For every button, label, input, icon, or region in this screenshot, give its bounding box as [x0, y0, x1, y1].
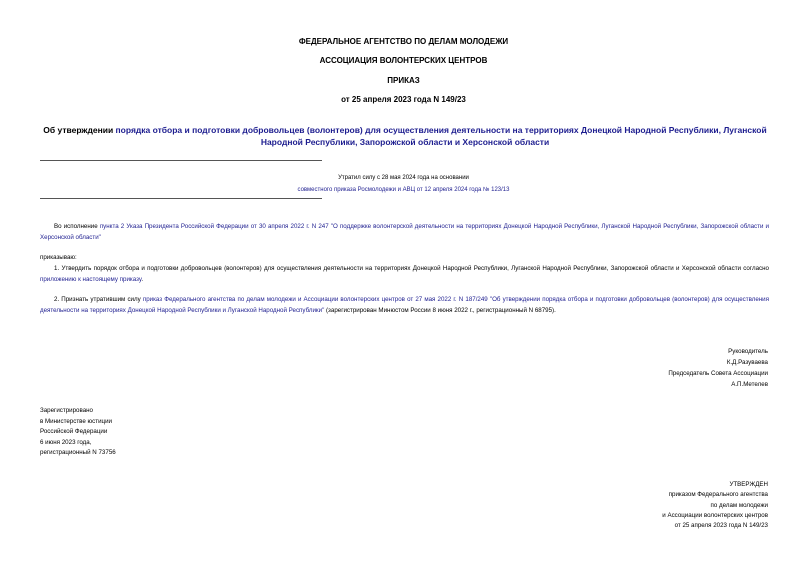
registration-line: в Министерстве юстиции — [40, 417, 113, 425]
registration-line: Российской Федерации — [40, 428, 108, 436]
item-2-prefix: 2. Признать утратившим силу — [54, 296, 143, 303]
agency-heading: ФЕДЕРАЛЬНОЕ АГЕНТСТВО ПО ДЕЛАМ МОЛОДЕЖИ — [298, 37, 509, 46]
signature-line: Председатель Совета Ассоциации — [668, 370, 768, 377]
title-link[interactable]: порядка отбора и подготовки добровольцев (волонтеров) для осуществления деятельности на территориях Донецкой Народной Республики, Луганской Народной Республики, Запорожской области и Херсонской области — [115, 125, 767, 147]
order-word: приказываю: — [40, 254, 77, 261]
intro-prefix: Во исполнение — [54, 223, 100, 230]
lost-force-text: Утратил силу с 28 мая 2024 года на основании — [338, 175, 469, 181]
date-number-heading: от 25 апреля 2023 года N 149/23 — [341, 95, 466, 104]
registration-line: 6 июня 2023 года, — [40, 438, 92, 446]
item-1-end: . — [141, 275, 144, 283]
approval-line: приказом Федерального агентства — [668, 491, 768, 499]
association-heading: АССОЦИАЦИЯ ВОЛОНТЕРСКИХ ЦЕНТРОВ — [319, 56, 488, 65]
item-2-paragraph — [40, 295, 769, 316]
title-prefix: Об утверждении — [43, 125, 116, 135]
doc-type-heading: ПРИКАЗ — [387, 76, 420, 85]
registration-line: регистрационный N 73756 — [40, 449, 116, 457]
approval-line: УТВЕРЖДЕН — [729, 481, 768, 488]
item-2-suffix: (зарегистрирован Минюстом России 8 июня 2022 г., регистрационный N 68795). — [324, 306, 556, 314]
divider-bottom — [40, 198, 322, 199]
lost-force-link[interactable]: совместного приказа Росмолодежи и АВЦ от 12 апреля 2024 года № 123/13 — [297, 187, 510, 193]
approval-line: от 25 апреля 2023 года N 149/23 — [674, 522, 768, 530]
appendix-link[interactable]: приложению к настоящему приказу — [40, 275, 142, 283]
approval-block — [662, 480, 768, 531]
intro-paragraph — [40, 222, 769, 243]
approval-line: по делам молодежи — [710, 501, 768, 509]
signature-line: А.П.Метелев — [731, 381, 768, 388]
item-1-paragraph — [40, 264, 769, 285]
lost-force-note — [200, 172, 607, 196]
decree-link[interactable]: пункта 2 Указа Президента Российской Федерации от 30 апреля 2022 г. N 247 "О поддержке волонтерской деятельности на территориях Донецкой Народной Республики, Луганской Народной Республики, Запорожской области и Херсонской области" — [40, 223, 769, 241]
approval-line: и Ассоциации волонтерских центров — [662, 511, 768, 519]
divider-top — [40, 160, 322, 161]
signature-line: К.Д.Разуваева — [726, 359, 768, 366]
registration-line: Зарегистрировано — [40, 407, 93, 414]
item-1-text: 1. Утвердить порядок отбора и подготовки добровольцев (волонтеров) для осуществления деятельности на территориях Донецкой Народной Республики, Луганской Народной Республики, Запорожской области и Херсонской области согласно — [54, 265, 769, 272]
repealed-order-link[interactable]: приказ Федерального агентства по делам молодежи и Ассоциации волонтерских центров от 27 мая 2022 г. N 187/249 "Об утверждении порядка отбора и подготовки добровольцев (волонтеров) для осуществления деятельности на территориях Донецкой Народной Республики и Луганской Народной Республики" — [40, 296, 769, 314]
registration-block — [40, 406, 116, 459]
signature-line: Руководитель — [728, 348, 768, 355]
signature-block — [668, 346, 768, 390]
document-title — [40, 124, 770, 148]
